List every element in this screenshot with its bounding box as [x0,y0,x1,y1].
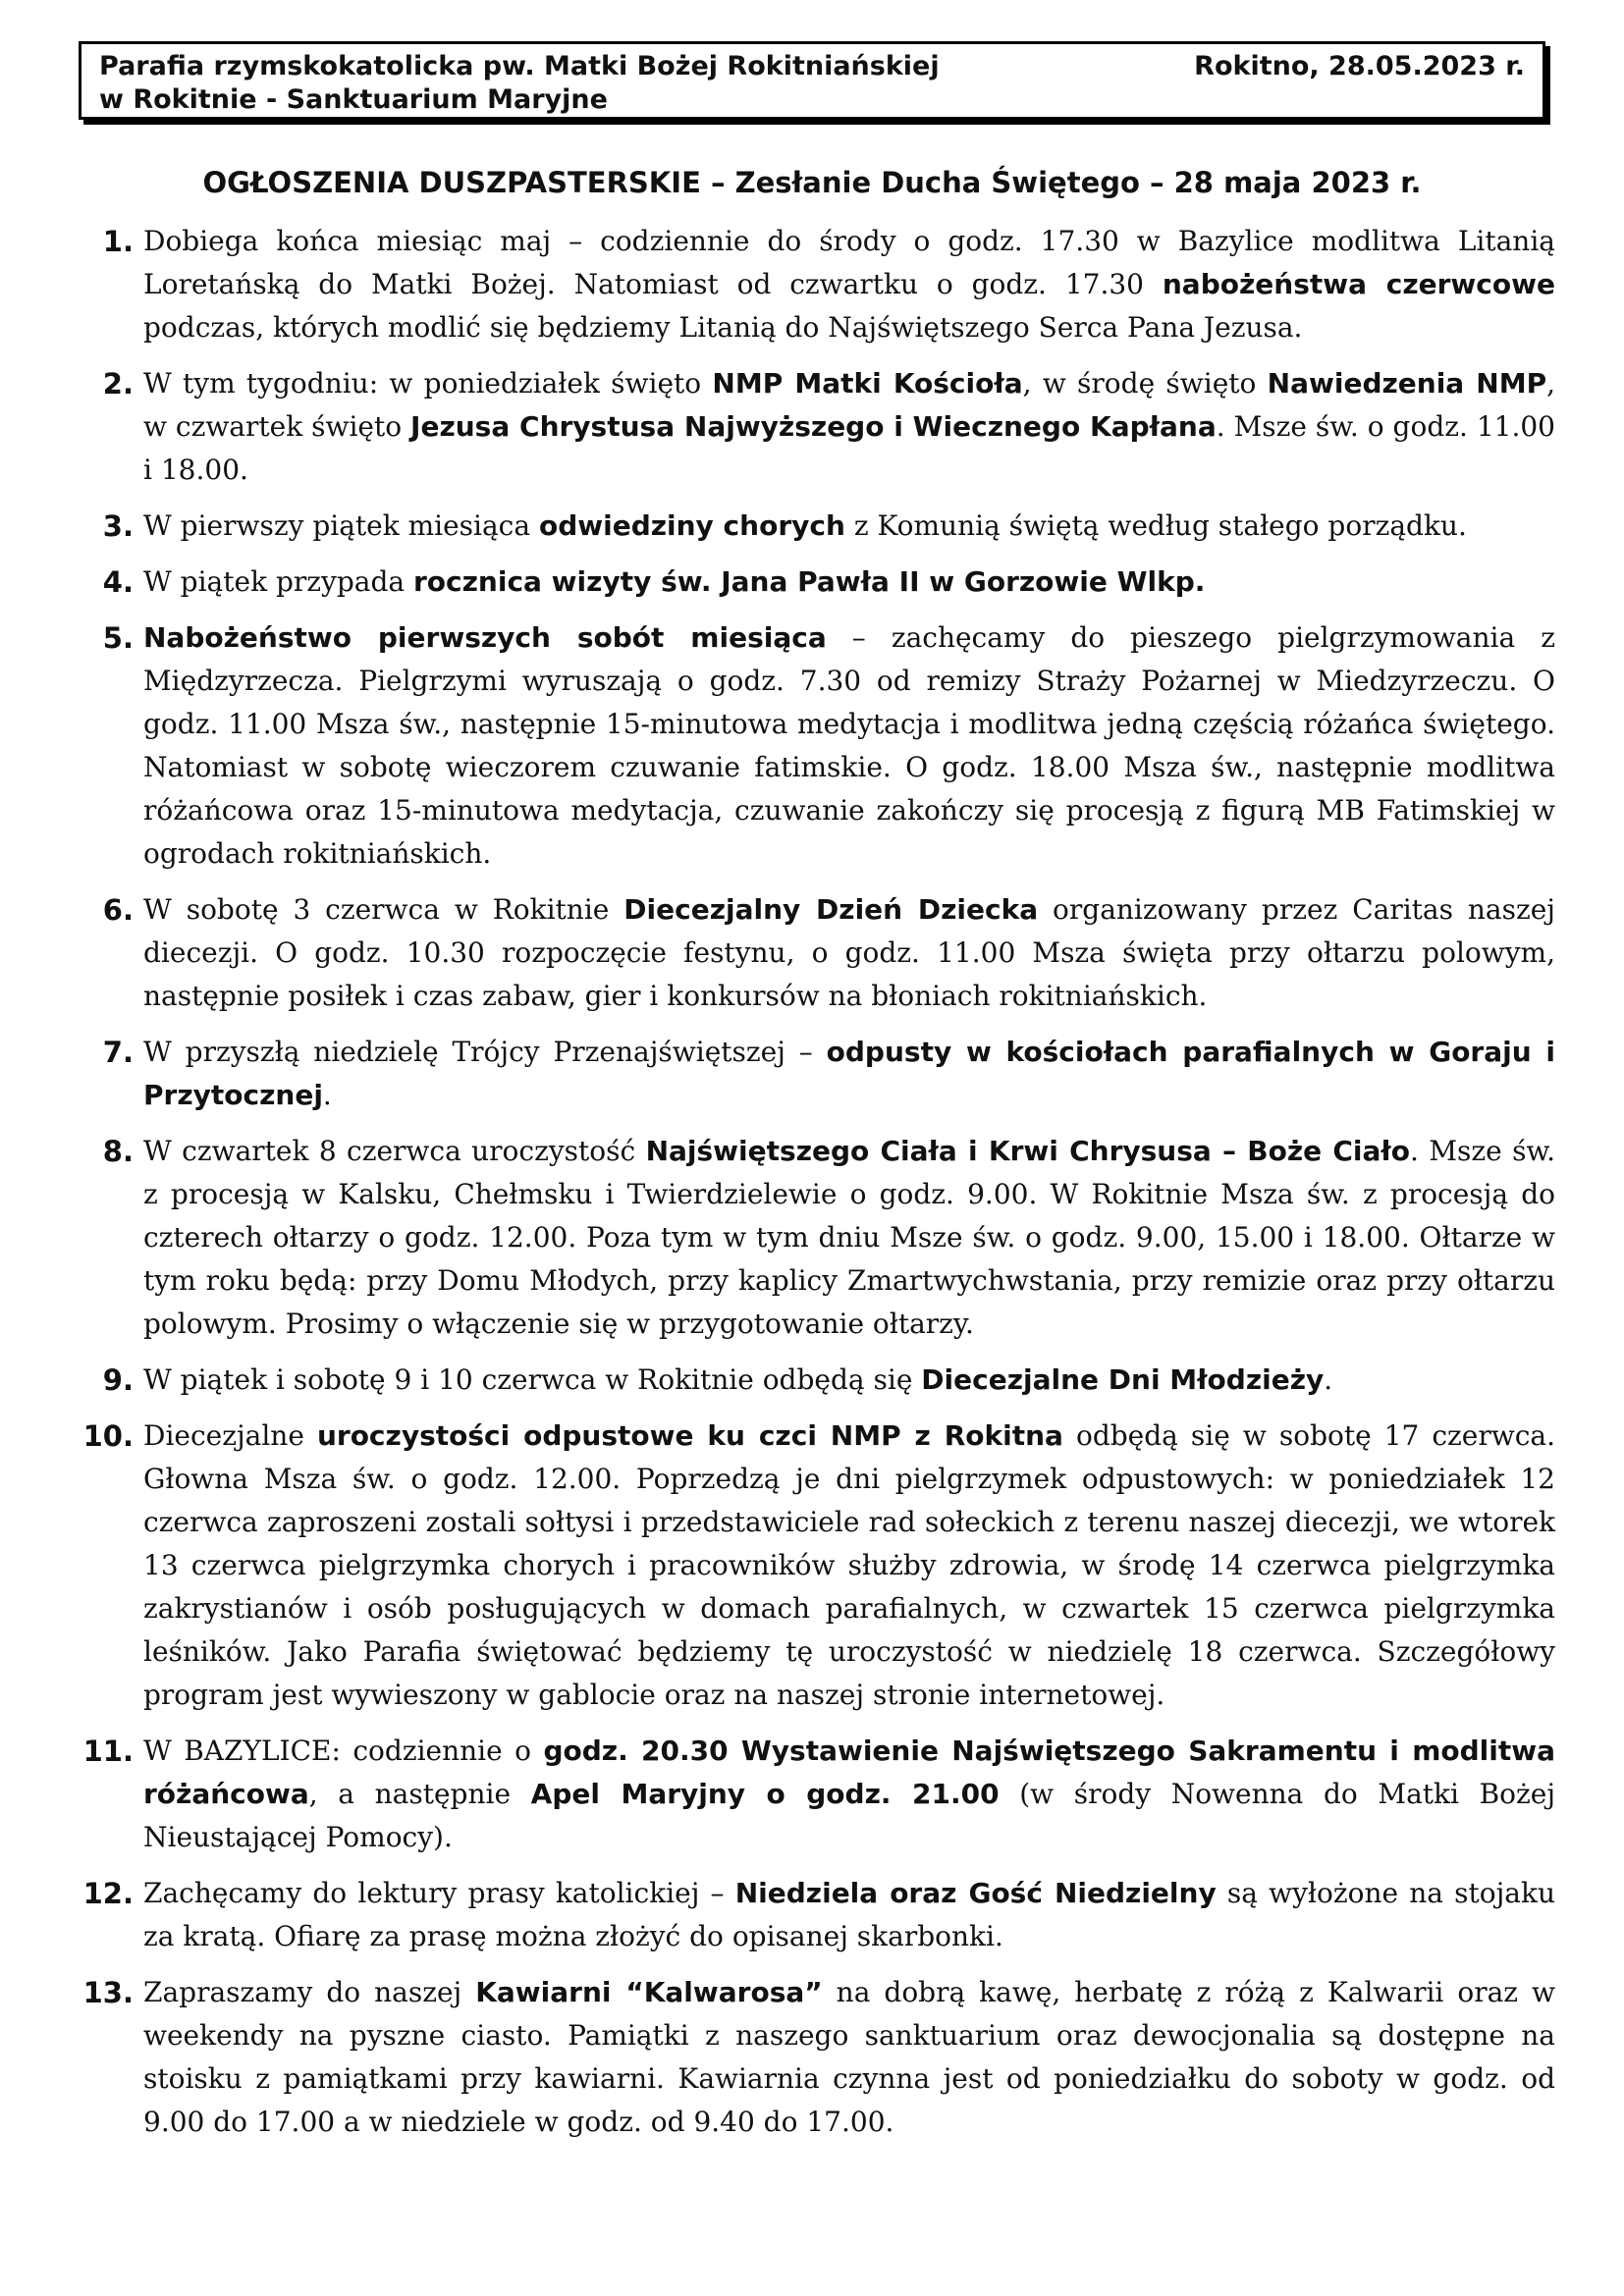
parish-name-line-1: Parafia rzymskokatolicka pw. Matki Bożej Rokitniańskiej [99,51,940,81]
announcement-text [137,616,1555,876]
announcement-text-segment: , a następnie [308,1778,531,1810]
announcement-text [137,1415,1555,1717]
announcement-text-segment: W pierwszy piątek miesiąca [143,509,539,542]
announcement-item [75,1359,1555,1402]
announcement-number: 3. [102,509,134,543]
announcement-text-segment: . [322,1079,332,1111]
announcement-number: 9. [102,1363,134,1397]
announcement-item [75,1872,1555,1958]
announcement-bold-text: rocznica wizyty św. Jana Pawła II w Gorzowie Wlkp. [412,565,1206,598]
announcement-text-segment: , w środę święto [1022,367,1268,400]
place-date: Rokitno, 28.05.2023 r. [1194,51,1525,81]
announcement-number: 13. [82,1976,134,2009]
announcement-item [75,1971,1555,2144]
announcement-item [75,220,1555,349]
announcement-text-segment: organizowany przez Caritas naszej diecezji. O godz. 10.30 rozpoczęcie festynu, o godz. 11.00 Msza święta przy ołtarzu polowym, następnie posiłek i czas zabaw, gier i konkursów na błoniach rokitniańskich. [143,893,1555,1012]
announcement-text-segment: W przyszłą niedzielę Trójcy Przenajświętszej – [143,1036,827,1068]
announcement-text-segment: (w środy Nowenna do Matki Bożej Nieustającej Pomocy). [143,1778,1556,1853]
announcement-bold-text: Diecezjalne Dni Młodzieży [921,1363,1325,1396]
announcement-text [137,220,1555,349]
announcement-list [75,220,1555,2157]
announcement-bold-text: nabożeństwa czerwcowe [1162,268,1555,300]
announcement-item [75,1130,1555,1346]
announcement-text [137,1872,1555,1958]
announcement-text-segment: odbędą się w sobotę 17 czerwca. Głowna Msza św. o godz. 12.00. Poprzedzą je dni pielgrzymek odpustowych: w poniedziałek 12 czerwca zaproszeni zostali sołtysi i przedstawiciele rad sołeckich z terenu naszej diecezji, we wtorek 13 czerwca pielgrzymka chorych i pracowników służby zdrowia, w środę 14 czerwca pielgrzymka zakrystianów i osób posługujących w domach parafialnych, w czwartek 15 czerwca pielgrzymka leśników. Jako Parafia świętować będziemy tę uroczystość w niedzielę 18 czerwca. Szczegółowy program jest wywieszony w gablocie oraz na naszej stronie internetowej. [143,1419,1556,1711]
announcement-number: 6. [102,893,134,927]
announcement-text-segment: , w czwartek święto [143,367,1556,443]
announcement-bold-text: Apel Maryjny o godz. 21.00 [530,1778,1000,1810]
announcement-text-segment: Dobiega końca miesiąc maj – codziennie do środy o godz. 17.30 w Bazylice modlitwa Litanią Loretańską do Matki Bożej. Natomiast od czwartku o godz. 17.30 [143,225,1555,300]
announcement-text-segment: z Komunią świętą według stałego porządku. [844,509,1467,542]
header-box [79,41,1545,120]
announcement-text-segment: . [1324,1363,1333,1396]
announcement-number: 4. [102,565,134,599]
announcement-bold-text: Nabożeństwo pierwszych sobót miesiąca [143,621,827,654]
announcement-text-segment: Zapraszamy do naszej [143,1976,476,2008]
announcement-text-segment: – zachęcamy do pieszego pielgrzymowania z Międzyrzecza. Pielgrzymi wyruszają o godz. 7.30 od remizy Straży Pożarnej w Miedzyrzeczu. O godz. 11.00 Msza św., następnie 15-minutowa medytacja i modlitwa jedną częścią różańca świętego. Natomiast w sobotę wieczorem czuwanie fatimskie. O godz. 18.00 Msza św., następnie modlitwa różańcowa oraz 15-minutowa medytacja, czuwanie zakończy się procesją z figurą MB Fatimskiej w ogrodach rokitniańskich. [143,621,1555,870]
announcement-item [75,888,1555,1018]
announcement-item [75,362,1555,492]
announcement-text-segment: są wyłożone na stojaku za kratą. Ofiarę za prasę można złożyć do opisanej skarbonki. [143,1877,1555,1952]
announcement-text [137,1031,1555,1117]
announcement-text-segment: W piątek przypada [143,565,413,598]
announcement-item [75,561,1555,604]
announcement-bold-text: Diecezjalny Dzień Dziecka [623,893,1039,926]
announcement-text-segment: W piątek i sobotę 9 i 10 czerwca w Rokitnie odbędą się [143,1363,922,1396]
announcement-item [75,505,1555,548]
announcement-item [75,616,1555,876]
announcement-text-segment: . Msze św. o godz. 11.00 i 18.00. [143,410,1555,486]
announcement-text-segment: W czwartek 8 czerwca uroczystość [143,1135,646,1167]
parish-name [99,50,940,117]
announcement-text-segment: W BAZYLICE: codziennie o [143,1735,544,1767]
announcement-text-segment: podczas, których modlić się będziemy Litanią do Najświętszego Serca Pana Jezusa. [143,311,1303,344]
announcement-number: 5. [102,621,134,655]
announcement-number: 12. [82,1877,134,1910]
announcement-number: 8. [102,1135,134,1168]
announcement-bold-text: Jezusa Chrystusa Najwyższego i Wiecznego Kapłana [410,410,1217,443]
announcement-bold-text: Niedziela oraz Gość Niedzielny [734,1877,1217,1909]
announcement-text-segment: W sobotę 3 czerwca w Rokitnie [143,893,624,926]
announcement-bold-text: odwiedziny chorych [538,509,845,542]
announcement-text-segment: Zachęcamy do lektury prasy katolickiej – [143,1877,735,1909]
announcement-text [137,1130,1555,1346]
announcement-text [137,1971,1555,2144]
announcement-text-segment: W tym tygodniu: w poniedziałek święto [143,367,713,400]
announcement-text [137,505,1555,548]
announcement-bold-text: Najświętszego Ciała i Krwi Chrysusa – Boże Ciało [645,1135,1411,1167]
announcement-text [137,888,1555,1018]
announcement-item [75,1730,1555,1859]
announcement-bold-text: odpusty w kościołach parafialnych w Goraju i Przytocznej [143,1036,1555,1111]
announcement-number: 2. [102,367,134,400]
announcement-bold-text: uroczystości odpustowe ku czci NMP z Rokitna [316,1419,1063,1452]
parish-name-line-2: w Rokitnie - Sanktuarium Maryjne [99,84,608,115]
announcement-text-segment: na dobrą kawę, herbatę z różą z Kalwarii oraz w weekendy na pyszne ciasto. Pamiątki z naszego sanktuarium oraz dewocjonalia są dostępne na stoisku z pamiątkami przy kawiarni. Kawiarnia czynna jest od poniedziałku do soboty w godz. od 9.00 do 17.00 a w niedziele w godz. od 9.40 do 17.00. [143,1976,1555,2138]
announcement-text [137,362,1555,492]
announcement-bold-text: Kawiarni “Kalwarosa” [475,1976,823,2008]
announcement-item [75,1415,1555,1717]
announcement-number: 11. [82,1735,134,1768]
announcement-text [137,561,1555,604]
announcement-number: 10. [82,1419,134,1453]
announcement-number: 7. [102,1036,134,1069]
announcement-text-segment: . Msze św. z procesją w Kalsku, Chełmsku i Twierdzielewie o godz. 9.00. W Rokitnie Msza św. z procesją do czterech ołtarzy o godz. 12.00. Poza tym w tym dniu Msze św. o godz. 9.00, 15.00 i 18.00. Ołtarze w tym roku będą: przy Domu Młodych, przy kaplicy Zmartwychwstania, przy remizie oraz przy ołtarzu polowym. Prosimy o włączenie się w przygotowanie ołtarzy. [143,1135,1555,1340]
announcement-item [75,1031,1555,1117]
announcement-number: 1. [102,225,134,258]
document-title: OGŁOSZENIA DUSZPASTERSKIE – Zesłanie Ducha Świętego – 28 maja 2023 r. [202,166,1422,199]
announcement-bold-text: NMP Matki Kościoła [712,367,1023,400]
announcement-bold-text: Nawiedzenia NMP [1267,367,1547,400]
announcement-text [137,1730,1555,1859]
announcement-text-segment: Diecezjalne [143,1419,317,1452]
announcement-text [137,1359,1555,1402]
announcement-bold-text: godz. 20.30 Wystawienie Najświętszego Sakramentu i modlitwa różańcowa [143,1735,1555,1810]
